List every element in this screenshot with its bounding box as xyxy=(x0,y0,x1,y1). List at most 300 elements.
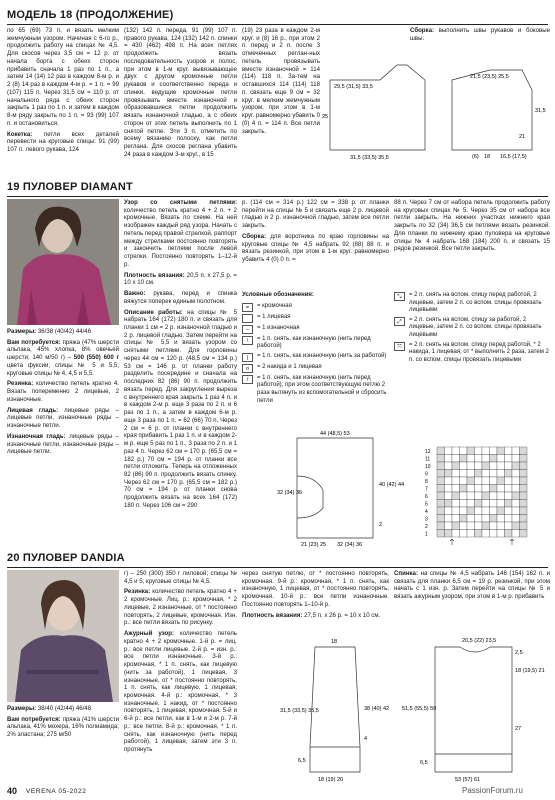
legend-left-text: = кромочная xyxy=(257,302,292,309)
section-20-col1 xyxy=(7,705,119,742)
chart-cell xyxy=(490,492,498,500)
density20-text: 27,5 п. х 26 р. = 10 х 10 см. xyxy=(304,611,381,619)
chart-cell xyxy=(467,447,475,455)
section-18-col3 xyxy=(242,27,320,138)
section-18-rule xyxy=(7,24,548,25)
chart-cell xyxy=(490,470,498,478)
density20-label: Плотность вязания: xyxy=(242,611,303,619)
chart-cell xyxy=(437,522,445,530)
chart-cell xyxy=(445,455,453,463)
chart-cell xyxy=(467,485,475,493)
legend-right-text: = 2 п. снять на вспом. спицу перед работой, 2 лицевые, затем 2 п. со вспом. спицы провязать лицевыми xyxy=(409,292,542,314)
rib-text: количество петель кратно 4. Вязать попеременно 2 лицевые, 2 изнаночные. xyxy=(7,380,119,403)
chart-cell xyxy=(452,500,460,508)
site-watermark: PassionForum.ru xyxy=(462,786,523,795)
section-19-work xyxy=(124,309,237,510)
legend-left-row xyxy=(242,353,390,362)
chart-cell xyxy=(445,477,453,485)
chart-cell xyxy=(512,477,520,485)
legend-left-text: = 1 изнаночная xyxy=(257,324,300,331)
chart-cell xyxy=(505,455,513,463)
chart-cell xyxy=(490,522,498,530)
chart-row-number: 11 xyxy=(425,456,431,463)
chart-cell xyxy=(490,507,498,515)
chart-cell xyxy=(482,515,490,523)
chart-cell xyxy=(460,470,468,478)
chart-cell xyxy=(437,455,445,463)
chart-cell xyxy=(437,530,445,538)
chart-cell xyxy=(475,470,483,478)
needs20-text: пряжа (41% шерсти альпака, 41% мохера, 16% полиамида; 2% эластана; 275 м/50 xyxy=(7,715,120,739)
chart-cell xyxy=(512,530,520,538)
section-19-purl xyxy=(7,433,119,456)
chart-cell xyxy=(482,485,490,493)
chart-cell xyxy=(445,522,453,530)
chart-cell xyxy=(505,530,513,538)
chart-cell xyxy=(460,515,468,523)
chart-cell xyxy=(520,462,528,470)
sizes20-label: Размеры: xyxy=(7,705,37,712)
chart-cell xyxy=(520,507,528,515)
chart-cell xyxy=(467,530,475,538)
chart-cell xyxy=(520,455,528,463)
chart-cell xyxy=(482,492,490,500)
section-18-assembly xyxy=(410,27,550,42)
section-19-col3 xyxy=(242,199,389,267)
chart-cell xyxy=(505,522,513,530)
needs20-label: Вам потребуется: xyxy=(7,715,61,723)
pattern-text: количество петель кратно 4 + 2 п. + 2 кромочные. Вязать по схеме. На ней изображен каждый ряд узора. Начать с петель перед правой стрелкой, раппорт между стрелками постоянно повторять и закончить петлями после левой стрелки. Постоянно повторять 1–12-й р. xyxy=(124,206,237,268)
diag19-right-b: 2 xyxy=(379,522,383,528)
section-19-legend-right xyxy=(394,292,550,366)
section-19-pattern-diagram xyxy=(275,428,425,548)
chart-cell xyxy=(437,470,445,478)
chart-cell xyxy=(490,455,498,463)
section-19-col4 xyxy=(394,199,550,256)
chart-cell xyxy=(452,477,460,485)
magazine-name: VERENA 05-2022 xyxy=(26,788,87,795)
chart-cell xyxy=(452,485,460,493)
section-20-sizes xyxy=(7,705,119,713)
chart-cell xyxy=(460,447,468,455)
diag20a-left: 31,5 (33,5) 35,5 xyxy=(280,708,319,714)
legend-right-text: = 2 п. снять на вспом. спицу за работой, 2 лицевые, затем 2 п. со вспом. спицы провязать лицевыми xyxy=(409,316,542,339)
chart-cell xyxy=(512,500,520,508)
chart-cell xyxy=(467,455,475,463)
section-19-needs xyxy=(7,339,119,378)
chart-cell xyxy=(490,447,498,455)
chart-cell xyxy=(497,530,505,538)
chart-cell xyxy=(437,485,445,493)
purl-label: Изнаночная гладь: xyxy=(7,432,66,440)
chart-cell xyxy=(520,522,528,530)
chart-cell xyxy=(482,530,490,538)
chart-cell xyxy=(445,507,453,515)
chart-cell xyxy=(505,477,513,485)
chart-cell xyxy=(437,500,445,508)
chart-cell xyxy=(445,515,453,523)
needs-label: Вам потребуется: xyxy=(7,338,61,346)
legend-symbol-icon: | xyxy=(242,353,253,362)
chart-cell xyxy=(490,485,498,493)
rib20-text: количество петель кратно 4 + 2 кромочные. Лиц. р.: кромочная, * 2 лицевые, 2 изнаночные, от * постоянно повторять, 2 лицевые, кромочная. Изн. р.: все петли вязать по рисунку. xyxy=(124,588,237,627)
chart-cell xyxy=(475,477,483,485)
chart-cell xyxy=(512,447,520,455)
repeat-arrow-icon xyxy=(450,539,454,545)
diag20b-low: 6,5 xyxy=(420,760,428,766)
chart-cell xyxy=(460,500,468,508)
legend-left-row xyxy=(242,364,390,373)
chart-cell xyxy=(505,485,513,493)
chart-cell xyxy=(512,522,520,530)
legend-symbol-icon xyxy=(242,314,253,323)
chart-row-number: 9 xyxy=(425,471,428,478)
pattern-label: Узор со снятыми петлями: xyxy=(124,199,237,206)
diag20b-right: 27 xyxy=(515,726,522,732)
chart-cell xyxy=(452,492,460,500)
chart-cell xyxy=(512,515,520,523)
legend-symbol-icon: – xyxy=(242,325,253,334)
diag20a-right-a: 38 (40) 42 xyxy=(364,706,390,712)
section-18-col3-text: (19) 23 раза в каждом 2-м круг. и (8) 16 р., при этом 2 п. перед и 2 п. после 3 отмеченных реглан-ных петель провязывать вместе изнаночной = 114 (114) 118 п. За-тем на оставшихся 114 (114) 118 п. связать еще 9 см = 32 круг. в мелким жемчужным узором, при этом в 1-м круг. равномерно убавить 0 (0) 4 п. = 114 п. Все петли закрыть. xyxy=(242,27,320,135)
chart-cell xyxy=(482,447,490,455)
chart-cell xyxy=(475,515,483,523)
chart-cell xyxy=(520,492,528,500)
section-18-col1-text: по 65 (69) 73 п. и вязать мелким жемчужным узором. Начиная с 6-го р., продолжить работу на спицах № 4,5. Для скосов через 3,5 см = 12 р. от начала борта с обеих сторон прибавить сначала 1 раз по 1 п., а затем 14 (14) 12 раз в каждом 8-м р. и 2 (8) 14 раз в каждом 4-м р. = 1 п. = 99 (107) 115 п. Через 31,5 см = 110 р. от начального ряда с обеих сторон закрыть 1 раз по 1 п. и затем в каждом 8-м ряду закрыть по 1 п. = 93 (99) 107 п. и остановиться. xyxy=(7,27,119,127)
chart-cell xyxy=(437,447,445,455)
section-19-rule xyxy=(7,196,548,197)
chart-row-number: 12 xyxy=(425,449,431,455)
legend-left-row xyxy=(242,303,390,312)
section-18-yoke xyxy=(7,131,119,154)
legend-left-text: = 1 лицевая xyxy=(257,313,291,320)
chart-cell xyxy=(475,485,483,493)
section-19-col3-text: р. (114 см = 314 р.) 122 см = 338 р. от планки перейти на спицы № 5 и связать еще 2 р. лицевой гладью и 2 р. изнаночной гладью, затем все петли закрыть. xyxy=(242,199,389,230)
chart-cell xyxy=(497,462,505,470)
legend-title: Условные обозначения: xyxy=(242,292,314,298)
diag18-right-mid: 31,5 xyxy=(535,108,546,114)
diag18-left: 25 xyxy=(322,114,329,120)
section-19-stitch-chart xyxy=(425,445,547,545)
chart-row-number: 6 xyxy=(425,494,428,500)
diag20b-left: 51,5 (55,5) 59 xyxy=(402,706,437,712)
chart-cell xyxy=(490,462,498,470)
chart-cell xyxy=(475,530,483,538)
section-19-col2 xyxy=(124,199,237,513)
chart-cell xyxy=(467,522,475,530)
chart-cell xyxy=(505,447,513,455)
section-19-col4-text: 88 п. Через 7 см от набора петель продолжить работу на круговых спицах № 5. Через 35 см от набора все петли закрыть. На нижних участках нижнего края закрыть по 32 (34) 36,5 см петлями вязать резинкой. Для планки по нижнему краю пуловера на круговые спицы № 4 набрать 168 (184) 200 п. и связать 15 рядов резинкой. Все петли закрыть. xyxy=(394,199,550,253)
chart-cell xyxy=(482,462,490,470)
chart-cell xyxy=(460,492,468,500)
legend-left-text: = 1 п. снять, как изнаночную (нить перед работой) xyxy=(257,335,371,350)
chart-cell xyxy=(512,485,520,493)
face-label: Лицевая гладь: xyxy=(7,406,59,414)
work-text: на спицы № 5 набрать 164 (172) 180 п. и связать для планки 1 см = 2 р. изнаночной гладью и 2 р. лицевой гладью. Затем перейти на спицы № 5,5 и вязать узором со снятыми петлями. Для горловины через 44 см = 120 р. (48,5 см = 134 р.) 53 см = 146 р. от планки работу разделить посередине и сначала на последних 82 (86) 90 п. продолжить вязать перед. Для закругления выреза с внутреннего края закрыть 1 раз 4 п. и в каждом 2-м р. еще 3 раза по 2 п. и 6 раз по 1 п., а затем в каждом 6-м р. еще 3 раза по 1 п. = 62 (66) 70 п. Через 2 см = 6 р. от планки с внутреннего края прибавить 1 раз 1 п. и в каждом 2-м р. еще 5 раз по 1 п., 3 раза по 2 п. и 1 раз 4 п. Через 62 см = 170 р. (65,5 см = 182 р.) 70 см = 194 р. от планки все петли отложить. Теперь на отложенных 82 (86) 90 п. продолжить вязать спинку. Через 62 см = 170 р. (65,5 см = 182 р.) 70 см = 194 р. от планки снова продолжить вязать на всех 164 (172) 180 п. Через 106 см = 290 xyxy=(124,308,237,509)
chart-cell xyxy=(475,507,483,515)
chart-cell xyxy=(452,462,460,470)
chart-cell xyxy=(460,485,468,493)
diag19-bottom-a: 21 (23) 25 xyxy=(301,542,327,548)
chart-cell xyxy=(497,485,505,493)
diag20a-top: 18 xyxy=(331,639,338,645)
chart-row-number: 2 xyxy=(425,524,428,530)
chart-cell xyxy=(497,500,505,508)
chart-cell xyxy=(452,522,460,530)
chart-cell xyxy=(505,500,513,508)
chart-cell xyxy=(475,492,483,500)
density-text: 20,5 п. х 27,5 р. = 10 х 10 см. xyxy=(124,271,237,287)
section-20-lace xyxy=(124,630,237,754)
chart-cell xyxy=(512,470,520,478)
section-20-col3 xyxy=(242,570,389,622)
legend-left-text: = 2 накида и 1 лицевая xyxy=(257,363,322,370)
legend-symbol-icon: ⤢ xyxy=(394,317,405,326)
chart-cell xyxy=(512,462,520,470)
chart-cell xyxy=(452,507,460,515)
chart-cell xyxy=(445,485,453,493)
diag20b-bottom: 53 (57) 61 xyxy=(455,777,481,783)
chart-cell xyxy=(505,507,513,515)
chart-cell xyxy=(475,455,483,463)
diag18-right-top: 21,5 (23,5) 25,5 xyxy=(470,74,509,80)
chart-cell xyxy=(482,507,490,515)
assembly19-text: для воротника по краю горловины на круговые спицы № 4,5 набрать 92 (88) 88 п. и вязать резинкой, при этом в 1-м круг. равномерно убавить 4 (0) 0 п. = xyxy=(242,232,389,264)
section-20-body-diagram xyxy=(400,632,548,784)
chart-row-number: 4 xyxy=(425,509,428,515)
diag19-left: 32 (34) 36 xyxy=(277,490,303,496)
purl-text: лицевые ряды – изнаночные петли, изнаночные ряды – лицевые петли. xyxy=(7,432,119,456)
chart-cell xyxy=(497,507,505,515)
diag18-right-bottom-b: 18 xyxy=(484,154,491,160)
chart-cell xyxy=(460,530,468,538)
chart-cell xyxy=(512,507,520,515)
section-19-important xyxy=(124,290,237,305)
chart-cell xyxy=(445,492,453,500)
chart-cell xyxy=(490,500,498,508)
section-19-sizes xyxy=(7,328,119,336)
diag19-right-a: 40 (42) 44 xyxy=(379,482,405,488)
chart-cell xyxy=(490,530,498,538)
chart-cell xyxy=(437,507,445,515)
section-20-col3-text: через снятую петлю, от * постоянно повторять, кромочная. 9-й р.: кромочная, * 1 п. снять, как изнаночную, 1 лицевая, от * постоянно повторять, кромочная. 10-й р.: все петли изнаночные. Постоянно повторять 1–10-й р. xyxy=(242,570,389,608)
diag18-right-bottom-a: (6) xyxy=(472,154,479,160)
chart-cell xyxy=(437,492,445,500)
legend-symbol-icon: o xyxy=(242,364,253,373)
chart-cell xyxy=(437,462,445,470)
chart-cell xyxy=(460,522,468,530)
section-20-density xyxy=(242,612,389,620)
chart-row-number: 10 xyxy=(425,464,431,470)
legend-right-row xyxy=(394,317,550,340)
chart-cell xyxy=(482,455,490,463)
needs-text-c: цвета фуксии; спицы № 5 и 5,5; круговые спицы № 4, 4,5 и 5,5. xyxy=(7,361,119,377)
chart-cell xyxy=(445,462,453,470)
chart-cell xyxy=(460,477,468,485)
needs-text-a: пряжа (47% шерсти альпака, 45% хлопка, 8% овечьей шерсти; 140 м/50 г) – xyxy=(7,338,120,362)
section-20-col2 xyxy=(124,570,237,757)
chart-cell xyxy=(475,447,483,455)
chart-cell xyxy=(497,492,505,500)
chart-cell xyxy=(460,455,468,463)
section-18-pattern-diagram xyxy=(322,60,547,172)
chart-cell xyxy=(452,515,460,523)
legend-left-row xyxy=(242,336,390,351)
face-text: лицевые ряды – лицевые петли, изнаночные ряды – изнаночные петли. xyxy=(7,406,119,430)
legend-right-row xyxy=(394,342,550,365)
legend-left-row xyxy=(242,314,390,323)
legend-left-text: = 1 п. снять, как изнаночную (нить за работой) xyxy=(257,352,387,359)
chart-cell xyxy=(482,477,490,485)
back-text: на спицы № 4,5 набрать 146 (154) 162 п. и связать для планки 6,5 см = 19 р. резинкой, при этом начать с 1 изн. р. Затем перейти на спицы № 5 и вязать ажурным узором, при этом в 1-м р. прибавить xyxy=(394,570,550,601)
chart-cell xyxy=(445,447,453,455)
chart-cell xyxy=(490,515,498,523)
chart-cell xyxy=(512,455,520,463)
chart-cell xyxy=(520,515,528,523)
back-label: Спинка: xyxy=(394,570,418,577)
chart-cell xyxy=(467,500,475,508)
section-19-model-photo xyxy=(7,199,119,325)
chart-cell xyxy=(445,500,453,508)
diag20b-top: 20,5 (22) 23,5 xyxy=(462,638,497,644)
section-20-model-photo xyxy=(7,570,119,702)
chart-row-number: 3 xyxy=(425,516,428,523)
chart-cell xyxy=(505,492,513,500)
repeat-arrow-icon xyxy=(510,539,514,545)
diag20b-right-b: 18 (19,5) 21 xyxy=(515,668,545,674)
chart-cell xyxy=(497,447,505,455)
chart-cell xyxy=(490,477,498,485)
chart-cell xyxy=(497,515,505,523)
assembly19-label: Сборка: xyxy=(242,232,266,240)
density-label: Плотность вязания: xyxy=(124,271,185,279)
rib20-label: Резинка: xyxy=(124,588,151,596)
chart-row-number: 8 xyxy=(425,479,428,485)
section-20-col4 xyxy=(394,570,550,604)
section-19-legend xyxy=(242,292,390,407)
section-19-title: 19 ПУЛОВЕР DIAMANT xyxy=(7,181,133,193)
chart-cell xyxy=(520,530,528,538)
needs-amount: 500 (550) 600 г xyxy=(73,354,119,362)
chart-cell xyxy=(475,500,483,508)
legend-right-text: = 2 п. снять на вспом. спицу перед работой, * 2 накида, 1 лицевая, от * выполнить 2 раза, затем 2 п. со вспом. спицы провязать лицевыми xyxy=(409,341,549,363)
lace-label: Ажурный узор: xyxy=(124,630,175,638)
chart-cell xyxy=(437,477,445,485)
section-19-assembly xyxy=(242,233,389,264)
chart-cell xyxy=(475,522,483,530)
section-19-density xyxy=(124,272,237,287)
legend-symbol-icon: = xyxy=(242,303,253,312)
diag20a-right-b: 4 xyxy=(364,736,368,742)
section-18-col1 xyxy=(7,27,119,157)
chart-cell xyxy=(467,477,475,485)
chart-cell xyxy=(497,470,505,478)
diag18-right-side: 21 xyxy=(519,134,526,140)
chart-cell xyxy=(482,470,490,478)
section-20-title: 20 ПУЛОВЕР DANDIA xyxy=(7,552,125,564)
diag19-top: 44 (48,5) 53 xyxy=(320,431,350,437)
legend-symbol-icon: ⤡ xyxy=(394,292,405,301)
section-18-col4 xyxy=(410,27,550,45)
chart-cell xyxy=(445,470,453,478)
chart-cell xyxy=(520,500,528,508)
legend-left-list xyxy=(242,303,390,406)
legend-left-text: = 1 п. снять, как изнаночную (нить перед работой), при этом соответствующую петлю 2 раза вытянуть из вспомогательной и сбросить петли xyxy=(257,374,387,404)
rib-label: Резинка: xyxy=(7,380,34,388)
diag20b-right-c: 2,5 xyxy=(515,650,523,656)
section-19-face xyxy=(7,407,119,430)
legend-right-row xyxy=(394,292,550,315)
chart-cell xyxy=(452,470,460,478)
chart-cell xyxy=(467,515,475,523)
chart-cell xyxy=(512,492,520,500)
section-20-rule xyxy=(7,567,548,568)
sizes20-value: 38/40 (42/44) 46/48 xyxy=(37,705,92,712)
chart-cell xyxy=(467,470,475,478)
section-20-sleeve-diagram xyxy=(280,632,395,784)
work-label: Описание работы: xyxy=(124,308,183,316)
chart-cell xyxy=(505,462,513,470)
section-18-title: МОДЕЛЬ 18 (ПРОДОЛЖЕНИЕ) xyxy=(7,9,174,21)
chart-cell xyxy=(505,515,513,523)
section-20-back xyxy=(394,570,550,601)
section-18-col2-text: (132) 142 п. переда, 91 (99) 107 п. правого рукава, 124 (132) 142 п. спинки = 430 (462) 498 п. На всех петлях продолжить вязать последовательность узоров и полос, при этом в 1-м круг. вывязывающее двух с другом кромочные петли рукавов и соответственно переда и спинки, ведущие кромочные петли провязывать вместе изнаночной и образовавшиеся петли продолжить вязать изнаночной гладью, а с обеих сторон от этих петель выполнить по 1 снятой петле. Эти 3 п. отметить по всему вязанию полоску, как петли реглана. Для скосов реглана убавить 24 раза в каждом 3-м круг., в 15 xyxy=(124,27,237,158)
important-label: Важно: xyxy=(124,290,146,298)
diag20a-bottom: 18 (19) 20 xyxy=(318,777,344,783)
legend-symbol-icon: / xyxy=(242,375,253,384)
section-19-rib xyxy=(7,380,119,403)
yoke-text: петли всех деталей перевести на круговые спицы: 91 (99) 107 п. левого рукава, 124 xyxy=(7,130,119,154)
diag20a-low: 6,5 xyxy=(298,758,306,764)
chart-cell xyxy=(520,477,528,485)
chart-cell xyxy=(520,485,528,493)
chart-cell xyxy=(467,462,475,470)
chart-cell xyxy=(460,507,468,515)
diag18-top: 29,5 (31,5) 33,5 xyxy=(334,84,373,90)
chart-cell xyxy=(445,530,453,538)
legend-right-list xyxy=(394,292,550,364)
section-20-needs xyxy=(7,716,119,739)
lace-text: количество петель кратно 4 + 2 кромочные. 1-й р. = лиц. р.: все петли лицевые. 2-й р. = изн. р.: все петли изнаночные. 3-й р.: кромочная, * 1 п. снять, как лицевую (нить за работой), 1 лицевая, 3 изнаночные, от * постоянно повторять, 1 п. снять, как лицевую, 1 лицевая, кромочная. 4-й р.: кромочная, * 3 изнаночные, 1 накид, от * постоянно повторять, 1 лицевая, кромочная. 5-й и 6-й р.: все петли, как в 1-м и 2-м р. 7-й р.: все петли. 8-й р.: кромочная, * 1 п. снять, как изнаночную (нить перед работой), 1 лицевая, затем эти 3 п. протянуть xyxy=(124,630,237,754)
legend-symbol-icon: \ xyxy=(242,336,253,345)
assembly-label: Сборка: xyxy=(410,27,434,34)
section-20-col2-text: г) – 250 (300) 350 г лиловой; спицы № 4,5 и 5; круговые спицы № 4,5. xyxy=(124,570,237,585)
section-19-col1 xyxy=(7,328,119,459)
diag19-bottom-b: 32 (34) 36 xyxy=(337,542,363,548)
section-20-rib xyxy=(124,588,237,627)
chart-row-number: 1 xyxy=(425,531,428,538)
legend-symbol-icon: ⤧ xyxy=(394,342,405,351)
sizes-label: Размеры: xyxy=(7,328,37,335)
chart-cell xyxy=(505,470,513,478)
yoke-label: Кокетка: xyxy=(7,130,33,138)
chart-cell xyxy=(467,507,475,515)
chart-row-number: 7 xyxy=(425,486,428,493)
chart-cell xyxy=(460,462,468,470)
assembly-text: выполнить швы рукавов и боковые швы. xyxy=(410,27,550,42)
chart-cell xyxy=(497,477,505,485)
section-18-col2 xyxy=(124,27,237,161)
chart-cell xyxy=(452,447,460,455)
chart-cell xyxy=(497,522,505,530)
legend-left-row xyxy=(242,325,390,334)
chart-cell xyxy=(452,455,460,463)
chart-cell xyxy=(467,492,475,500)
sizes-value: 36/38 (40/42) 44/46 xyxy=(37,328,92,335)
chart-cell xyxy=(482,500,490,508)
section-19-pattern xyxy=(124,199,237,269)
page-number: 40 xyxy=(7,786,18,796)
